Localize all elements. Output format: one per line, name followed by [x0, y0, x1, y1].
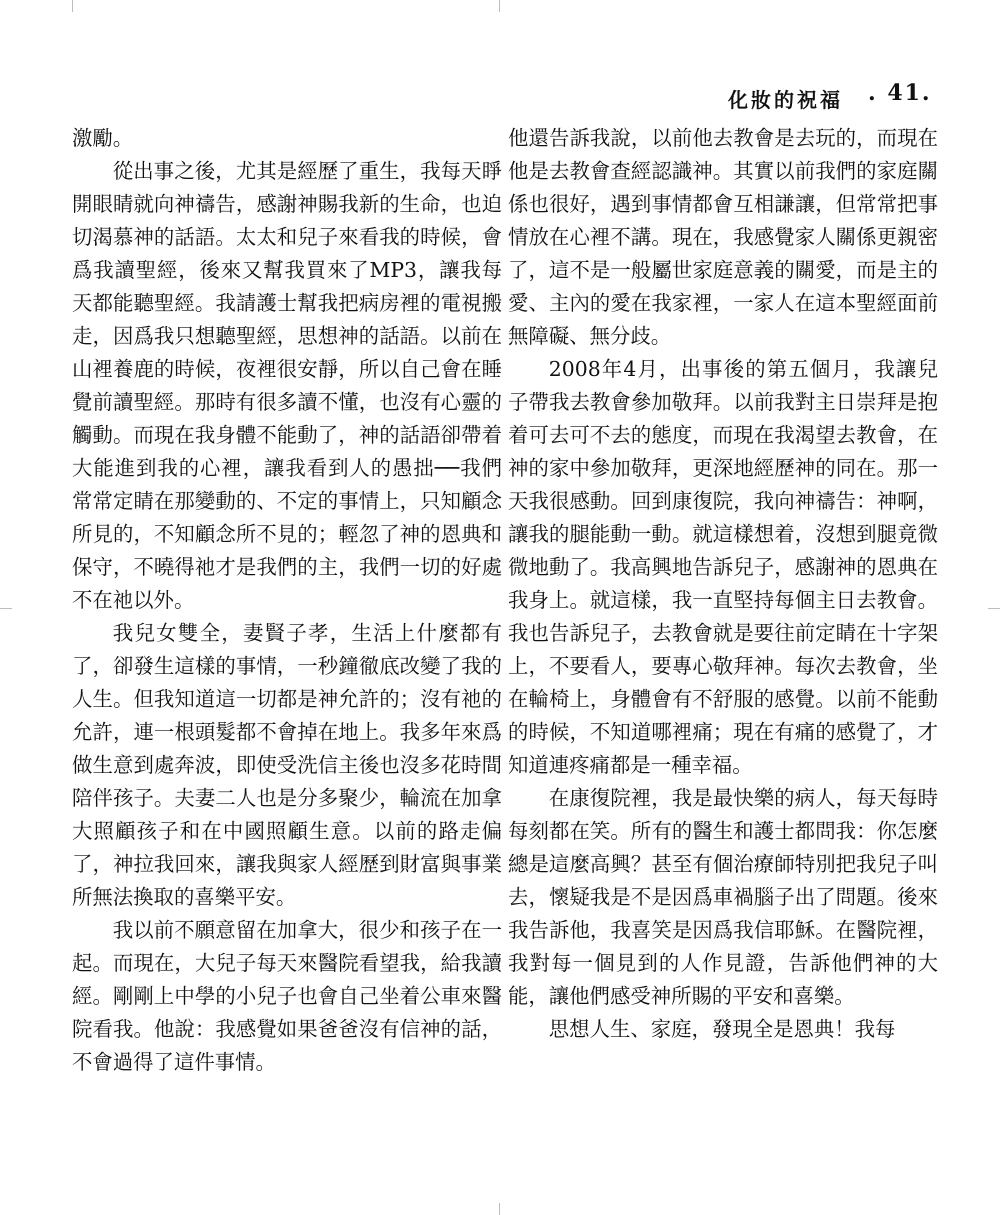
crop-mark-mid-right [988, 608, 1000, 609]
running-head: 化妝的祝福 [728, 88, 843, 112]
crop-mark-mid-left [0, 608, 12, 609]
paragraph: 2008年4月，出事後的第五個月，我讓兒子帶我去教會參加敬拜。以前我對主日崇拜是抱着可去可不去的態度，而現在我渴望去教會，在神的家中參加敬拜，更深地經歷神的同在。那一天我很感動。回到康復院，我向神禱告：神啊，讓我的腿能動一動。就這樣想着，沒想到腿竟微微地動了。我高興地告訴兒子，感謝神的恩典在我身上。就這樣，我一直堅持每個主日去教會。我也告訴兒子，去教會就是要往前定睛在十字架上，不要看人，要專心敬拜神。每次去教會，坐在輪椅上，身體會有不舒服的感覺。以前不能動的時候，不知道哪裡痛；現在有痛的感覺了，才知道連疼痛都是一種幸福。 [508, 357, 938, 777]
paragraph: 他還告訴我說，以前他去教會是去玩的，而現在他是去教會查經認識神。其實以前我們的家庭關係也很好，遇到事情都會互相謙讓，但常常把事情放在心裡不講。現在，我感覺家人關係更親密了，這不是一般屬世家庭意義的關愛，而是主的愛、主內的愛在我家裡，一家人在這本聖經面前無障礙、無分歧。 [508, 126, 938, 348]
paragraph: 激勵。 [72, 126, 134, 150]
paragraph: 我以前不願意留在加拿大，很少和孩子在一起。而現在，大兒子每天來醫院看望我，給我讀經。剛剛上中學的小兒子也會自己坐着公車來醫院看我。他說：我感覺如果爸爸沒有信神的話，不會過得了這件事情。 [72, 918, 502, 1074]
paragraph: 思想人生、家庭，發現全是恩典！我每 [548, 1017, 896, 1041]
text-column-right [508, 122, 938, 1046]
text-column-left [72, 122, 502, 1079]
crop-mark-bottom-center [499, 1203, 500, 1215]
paragraph: 我兒女雙全，妻賢子孝，生活上什麼都有了，卻發生這樣的事情，一秒鐘徹底改變了我的人生。但我知道這一切都是神允許的；沒有祂的允許，連一根頭髮都不會掉在地上。我多年來爲做生意到處奔波，即使受洗信主後也沒多花時間陪伴孩子。夫妻二人也是分多聚少，輪流在加拿大照顧孩子和在中國照顧生意。以前的路走偏了，神拉我回來，讓我與家人經歷到財富與事業所無法換取的喜樂平安。 [72, 621, 502, 909]
crop-mark-top-left [72, 0, 73, 12]
crop-mark-top-center [499, 0, 500, 12]
paragraph: 在康復院裡，我是最快樂的病人，每天每時每刻都在笑。所有的醫生和護士都問我：你怎麼總是這麼高興？甚至有個治療師特別把我兒子叫去，懷疑我是不是因爲車禍腦子出了問題。後來我告訴他，我喜笑是因爲我信耶穌。在醫院裡，我對每一個見到的人作見證，告訴他們神的大能，讓他們感受神所賜的平安和喜樂。 [508, 786, 938, 1008]
paragraph: 從出事之後，尤其是經歷了重生，我每天睜開眼睛就向神禱告，感謝神賜我新的生命，也迫切渴慕神的話語。太太和兒子來看我的時候，會爲我讀聖經，後來又幫我買來了MP3，讓我每天都能聽聖經。我請護士幫我把病房裡的電視搬走，因爲我只想聽聖經，思想神的話語。以前在山裡養鹿的時候，夜裡很安靜，所以自己會在睡覺前讀聖經。那時有很多讀不懂，也沒有心靈的觸動。而現在我身體不能動了，神的話語卻帶着大能進到我的心裡，讓我看到人的愚拙──我們常常定睛在那變動的、不定的事情上，只知顧念所見的，不知顧念所不見的；輕忽了神的恩典和保守，不曉得祂才是我們的主，我們一切的好處不在祂以外。 [72, 159, 502, 612]
page-number: . 41. [868, 80, 932, 106]
